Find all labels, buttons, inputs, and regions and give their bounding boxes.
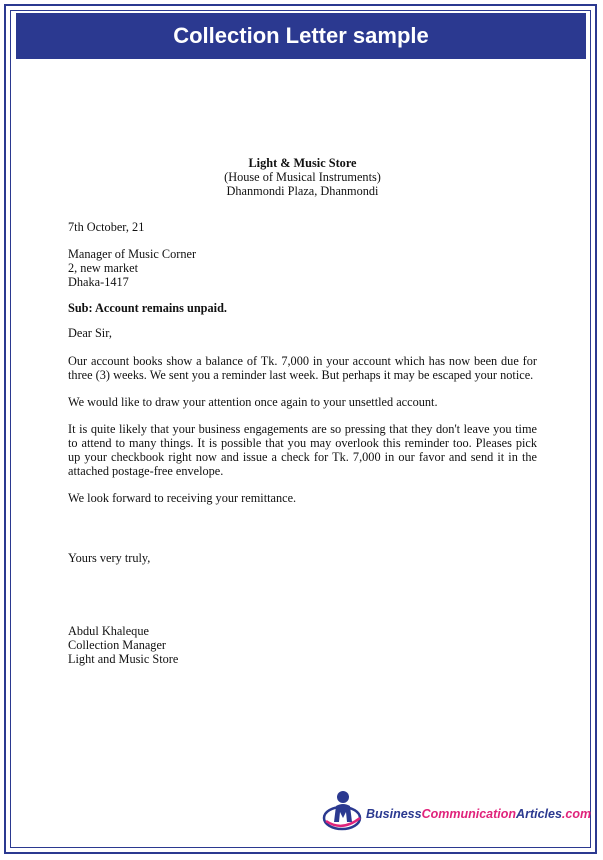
recipient-line: Dhaka-1417 <box>68 275 129 289</box>
recipient-line: Manager of Music Corner <box>68 247 197 261</box>
letter-body <box>68 156 537 666</box>
logo-text-part: Communication <box>421 807 517 821</box>
recipient-line: 2, new market <box>68 261 138 275</box>
store-name: Light & Music Store <box>248 156 357 170</box>
logo-text-part: Business <box>366 807 422 821</box>
closing: Yours very truly, <box>68 551 151 565</box>
store-tagline: (House of Musical Instruments) <box>224 170 381 184</box>
letter-date: 7th October, 21 <box>68 220 145 234</box>
body-paragraph: We look forward to receiving your remittance. <box>68 491 297 505</box>
globe-person-icon <box>322 788 364 832</box>
page-title: Collection Letter sample <box>16 13 586 59</box>
salutation: Dear Sir, <box>68 326 112 340</box>
signature-name: Abdul Khaleque <box>68 624 149 638</box>
logo-text-part: .com <box>561 807 592 821</box>
store-address: Dhanmondi Plaza, Dhanmondi <box>226 184 379 198</box>
logo-wordmark <box>366 807 591 821</box>
letter-subject: Sub: Account remains unpaid. <box>68 301 227 315</box>
footer-logo <box>322 788 592 834</box>
signature-title: Collection Manager <box>68 638 167 652</box>
body-paragraph: It is quite likely that your business engagements are so pressing that they don't leave you time to attend to many things. It is possible that you may overlook this reminder too. Pleases pick up your checkbook right now and issue a check for Tk. 7,000 in our favor and send it in the attached postage-free envelope. <box>68 422 537 478</box>
body-paragraph: We would like to draw your attention once again to your unsettled account. <box>68 395 438 409</box>
body-paragraph: Our account books show a balance of Tk. 7,000 in your account which has now been due for three (3) weeks. We sent you a reminder last week. But perhaps it may be escaped your notice. <box>68 354 537 382</box>
signature-company: Light and Music Store <box>68 652 179 666</box>
logo-text-part: Articles <box>516 807 562 821</box>
